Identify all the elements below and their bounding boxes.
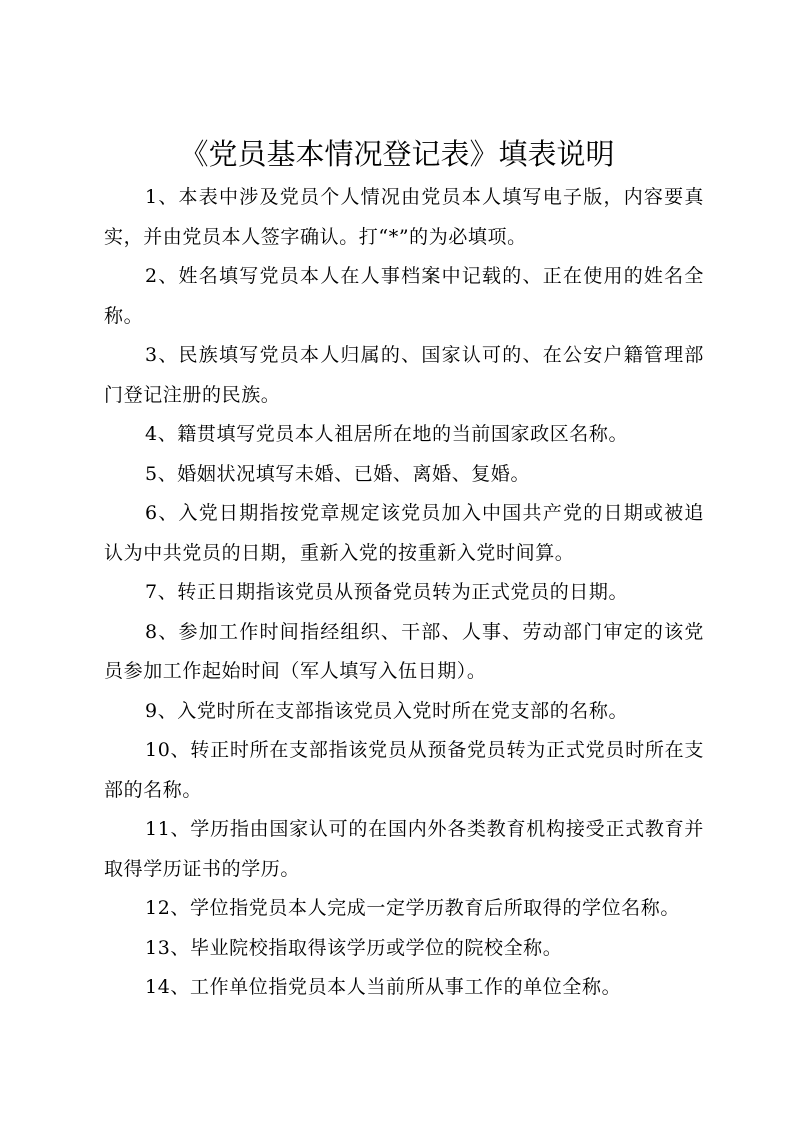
instruction-item-11: 11、学历指由国家认可的在国内外各类教育机构接受正式教育并取得学历证书的学历。 bbox=[104, 818, 704, 880]
instruction-item-1: 1、本表中涉及党员个人情况由党员本人填写电子版，内容要真实，并由党员本人签字确认。打“*”的为必填项。 bbox=[104, 186, 704, 248]
document-title: 《党员基本情况登记表》填表说明 bbox=[179, 137, 615, 171]
instruction-item-6: 6、入党日期指按党章规定该党员加入中国共产党的日期或被追认为中共党员的日期，重新入党的按重新入党时间算。 bbox=[104, 502, 704, 564]
instructions-list bbox=[104, 178, 704, 1008]
instruction-item-14: 14、工作单位指党员本人当前所从事工作的单位全称。 bbox=[145, 976, 622, 998]
instruction-item-8: 8、参加工作时间指经组织、干部、人事、劳动部门审定的该党员参加工作起始时间（军人填写入伍日期）。 bbox=[104, 620, 704, 682]
instruction-item-13: 13、毕业院校指取得该学历或学位的院校全称。 bbox=[145, 936, 563, 959]
instruction-item-10: 10、转正时所在支部指该党员从预备党员转为正式党员时所在支部的名称。 bbox=[104, 739, 704, 801]
instruction-item-9: 9、入党时所在支部指该党员入党时所在党支部的名称。 bbox=[145, 699, 629, 722]
instruction-item-7: 7、转正日期指该党员从预备党员转为正式党员的日期。 bbox=[145, 581, 629, 603]
instruction-item-3: 3、民族填写党员本人归属的、国家认可的、在公安户籍管理部门登记注册的民族。 bbox=[104, 344, 704, 406]
instruction-item-5: 5、婚姻状况填写未婚、已婚、离婚、复婚。 bbox=[145, 462, 531, 485]
instruction-item-4: 4、籍贯填写党员本人祖居所在地的当前国家政区名称。 bbox=[145, 423, 629, 445]
instruction-item-2: 2、姓名填写党员本人在人事档案中记载的、正在使用的姓名全称。 bbox=[104, 265, 704, 327]
instruction-item-12: 12、学位指党员本人完成一定学历教育后所取得的学位名称。 bbox=[145, 897, 680, 919]
